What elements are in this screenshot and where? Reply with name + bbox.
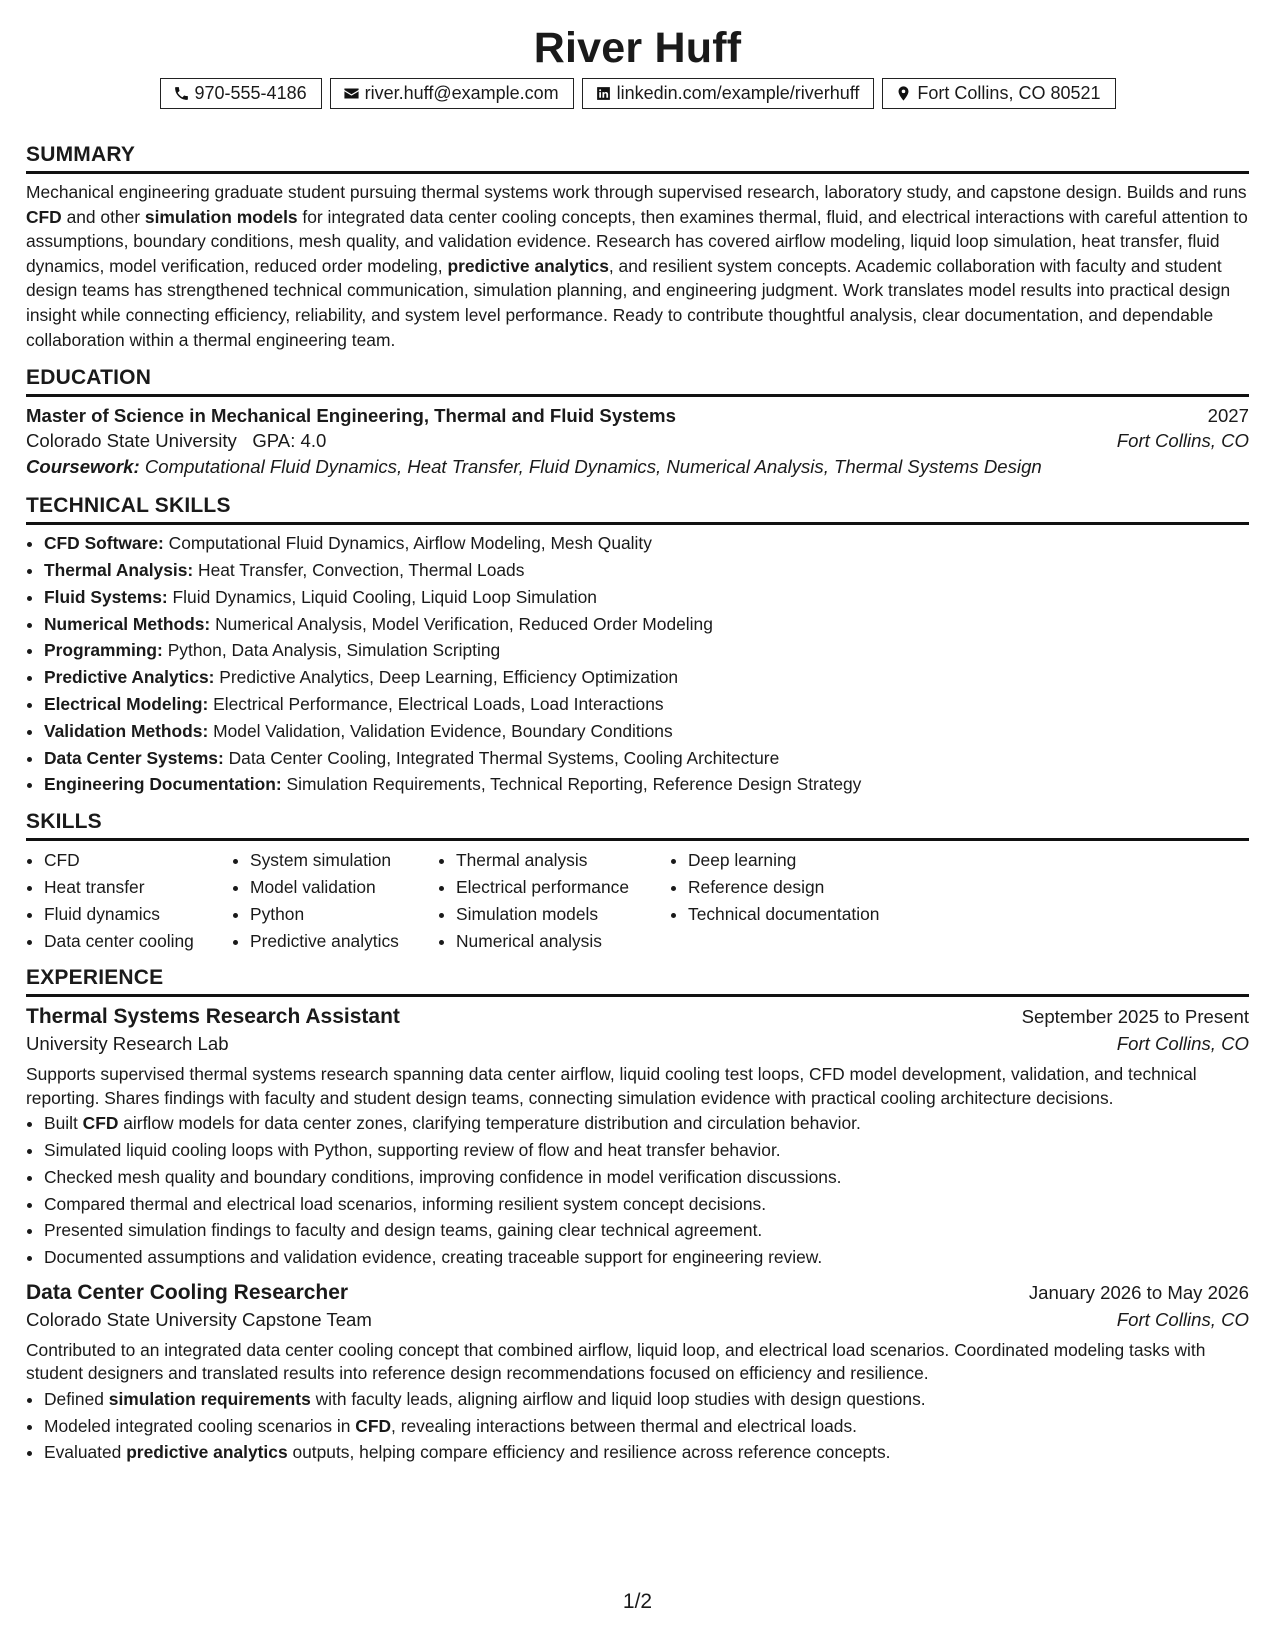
bullet-text: with faculty leads, aligning airflow and liquid loop studies with design questions.: [310, 1388, 926, 1409]
job-org-row: [26, 1033, 1249, 1055]
tech-skill-item: [44, 664, 1249, 691]
job-entry: [26, 1005, 1249, 1271]
phone-icon: [173, 85, 190, 102]
linkedin-icon: [595, 85, 612, 102]
tech-skill-label: Electrical Modeling:: [44, 693, 209, 714]
tech-skill-label: Predictive Analytics:: [44, 667, 215, 688]
coursework-line: [26, 456, 1249, 478]
bullet-text: Modeled integrated cooling scenarios in: [44, 1415, 356, 1436]
job-bullet: [44, 1217, 1249, 1244]
skills-column: [232, 847, 438, 954]
bullet-text: outputs, helping compare efficiency and resilience across reference concepts.: [287, 1442, 891, 1463]
contact-bar: [26, 78, 1249, 109]
tech-skill-label: Numerical Methods:: [44, 613, 211, 634]
job-organization: University Research Lab: [26, 1033, 229, 1055]
summary-bold-3: predictive analytics: [447, 255, 609, 276]
bullet-text: Built: [44, 1113, 83, 1134]
summary-text-3: for integrated data center cooling concepts, then examines thermal, fluid, and electrical interactions with careful attention to assumptions, boundary conditions, mesh quality, and validation evidence. Research has covered airflow modeling, liquid loop simulation, heat transfer, fluid dynamics, model verification, reduced order modeling,: [26, 206, 1248, 276]
bullet-text: Evaluated: [44, 1442, 127, 1463]
job-description: Supports supervised thermal systems research spanning data center airflow, liquid cooling test loops, CFD model development, validation, and technical reporting. Shares findings with faculty and student design teams, connecting simulation evidence with practical cooling architecture decisions.: [26, 1064, 1197, 1108]
summary-paragraph: [26, 180, 1249, 352]
tech-skill-value: Simulation Requirements, Technical Reporting, Reference Design Strategy: [286, 774, 862, 795]
job-bullet: [44, 1439, 1249, 1466]
tech-skill-item: [44, 611, 1249, 638]
summary-text-4: , and resilient system concepts. Academic collaboration with faculty and student design teams has strengthened technical communication, simulation planning, and engineering judgment. Work translates model results into practical design insight while connecting efficiency, reliability, and system level performance. Ready to contribute thoughtful analysis, clear documentation, and dependable collaboration within a thermal engineering team.: [26, 255, 1231, 350]
job-bullets: [26, 1386, 1249, 1466]
linkedin-text: linkedin.com/example/riverhuff: [616, 82, 860, 103]
bullet-text: Simulated liquid cooling loops with Python, supporting review of flow and heat transfer behavior.: [44, 1139, 781, 1160]
envelope-icon: [343, 85, 360, 102]
coursework-list: Computational Fluid Dynamics, Heat Transfer, Fluid Dynamics, Numerical Analysis, Thermal Systems Design: [144, 456, 1042, 478]
summary-bold-1: CFD: [26, 206, 62, 227]
job-header-row: [26, 1005, 1249, 1029]
job-title: Data Center Cooling Researcher: [26, 1280, 349, 1304]
coursework-label: Coursework:: [26, 456, 140, 478]
skill-item: • Model validation: [250, 874, 438, 901]
tech-skill-item: [44, 530, 1249, 557]
skills-section: [26, 810, 1249, 954]
tech-skill-value: Model Validation, Validation Evidence, Boundary Conditions: [213, 720, 673, 741]
education-section: [26, 366, 1249, 478]
skills-heading: SKILLS: [26, 810, 1249, 841]
job-bullets: [26, 1110, 1249, 1271]
skill-item: • Technical documentation: [688, 901, 928, 928]
job-dates: September 2025 to Present: [1021, 1006, 1249, 1028]
school-location: Fort Collins, CO: [1116, 430, 1249, 452]
skill-item: • Numerical analysis: [456, 928, 670, 955]
degree-row: [26, 405, 1249, 427]
gpa: GPA: 4.0: [252, 430, 327, 452]
job-dates: January 2026 to May 2026: [1028, 1281, 1249, 1303]
job-org-row: [26, 1309, 1249, 1331]
school-row: [26, 430, 1249, 452]
experience-heading: EXPERIENCE: [26, 966, 1249, 997]
bullet-text: Presented simulation findings to faculty and design teams, gaining clear technical agreement.: [44, 1220, 763, 1241]
job-bullet: [44, 1164, 1249, 1191]
job-bullet: [44, 1386, 1249, 1413]
skill-item: • Python: [250, 901, 438, 928]
skill-item: • Deep learning: [688, 847, 928, 874]
skills-column: [26, 847, 232, 954]
skills-column: [670, 847, 928, 954]
job-bullet: [44, 1244, 1249, 1271]
skill-item: • Predictive analytics: [250, 928, 438, 955]
skills-grid: [26, 847, 1249, 954]
skill-item: • Heat transfer: [44, 874, 232, 901]
location-text: Fort Collins, CO 80521: [917, 82, 1101, 103]
tech-skill-item: [44, 718, 1249, 745]
tech-skill-item: [44, 771, 1249, 798]
bullet-text: airflow models for data center zones, clarifying temperature distribution and circulation behavior.: [118, 1113, 861, 1134]
skill-item: • Electrical performance: [456, 874, 670, 901]
tech-skill-value: Numerical Analysis, Model Verification, Reduced Order Modeling: [215, 613, 713, 634]
tech-skill-item: [44, 745, 1249, 772]
bullet-bold: simulation requirements: [108, 1388, 311, 1409]
summary-bold-2: simulation models: [144, 206, 298, 227]
tech-skill-value: Electrical Performance, Electrical Loads, Load Interactions: [213, 693, 664, 714]
school-name: Colorado State University: [26, 430, 237, 452]
tech-skill-value: Fluid Dynamics, Liquid Cooling, Liquid Loop Simulation: [172, 586, 597, 607]
tech-skill-item: [44, 584, 1249, 611]
tech-skill-value: Predictive Analytics, Deep Learning, Efficiency Optimization: [219, 667, 679, 688]
location-contact: [882, 78, 1115, 109]
job-bullet: [44, 1110, 1249, 1137]
technical-skills-section: [26, 494, 1249, 798]
experience-section: [26, 966, 1249, 1466]
job-header-row: [26, 1281, 1249, 1305]
school-line: [26, 430, 326, 452]
job-location: Fort Collins, CO: [1116, 1033, 1249, 1055]
tech-skill-value: Computational Fluid Dynamics, Airflow Modeling, Mesh Quality: [168, 533, 652, 554]
skills-column: [438, 847, 670, 954]
degree-title: Master of Science in Mechanical Engineering, Thermal and Fluid Systems: [26, 405, 676, 427]
tech-skill-label: Validation Methods:: [44, 720, 209, 741]
graduation-year: 2027: [1207, 405, 1249, 427]
tech-skill-label: Engineering Documentation:: [44, 774, 282, 795]
technical-skills-list: [26, 530, 1249, 798]
job-organization: Colorado State University Capstone Team: [26, 1308, 372, 1330]
job-entry: [26, 1281, 1249, 1466]
tech-skill-label: Fluid Systems:: [44, 586, 168, 607]
tech-skill-item: [44, 691, 1249, 718]
skill-item: • Simulation models: [456, 901, 670, 928]
summary-text-2: and other: [61, 206, 145, 227]
skill-item: • Reference design: [688, 874, 928, 901]
tech-skill-value: Heat Transfer, Convection, Thermal Loads: [198, 559, 525, 580]
summary-heading: SUMMARY: [26, 143, 1249, 174]
skill-item: • Data center cooling: [44, 928, 232, 955]
job-bullet: [44, 1413, 1249, 1440]
technical-skills-heading: TECHNICAL SKILLS: [26, 494, 1249, 525]
bullet-text: Documented assumptions and validation evidence, creating traceable support for engineering review.: [44, 1247, 823, 1268]
phone-contact[interactable]: [160, 78, 322, 109]
tech-skill-value: Python, Data Analysis, Simulation Scripting: [167, 640, 501, 661]
bullet-bold: CFD: [82, 1113, 119, 1134]
skill-item: • System simulation: [250, 847, 438, 874]
resume-page: [26, 0, 1249, 1466]
bullet-text: Checked mesh quality and boundary conditions, improving confidence in model verification discussions.: [44, 1166, 842, 1187]
bullet-text: Compared thermal and electrical load scenarios, informing resilient system concept decisions.: [44, 1193, 767, 1214]
email-contact[interactable]: [330, 78, 574, 109]
tech-skill-value: Data Center Cooling, Integrated Thermal Systems, Cooling Architecture: [228, 747, 780, 768]
job-title: Thermal Systems Research Assistant: [26, 1005, 400, 1029]
phone-text: 970-555-4186: [194, 82, 307, 103]
summary-section: [26, 143, 1249, 352]
tech-skill-item: [44, 637, 1249, 664]
bullet-bold: CFD: [355, 1415, 392, 1436]
resume-name: River Huff: [533, 24, 742, 72]
tech-skill-label: CFD Software:: [44, 533, 164, 554]
skill-item: • Fluid dynamics: [44, 901, 232, 928]
tech-skill-label: Thermal Analysis:: [44, 559, 194, 580]
map-pin-icon: [895, 85, 912, 102]
bullet-bold: predictive analytics: [126, 1442, 288, 1463]
page-number: 1/2: [622, 1590, 653, 1613]
job-description: Contributed to an integrated data center cooling concept that combined airflow, liquid loop, and electrical load scenarios. Coordinated modeling tasks with student designers and translated results into reference design recommendations focused on efficiency and resilience.: [26, 1339, 1206, 1384]
skill-item: • Thermal analysis: [456, 847, 670, 874]
job-bullet: [44, 1137, 1249, 1164]
linkedin-contact[interactable]: [582, 78, 875, 109]
job-bullet: [44, 1191, 1249, 1218]
email-text: river.huff@example.com: [364, 82, 559, 103]
summary-text-1: Mechanical engineering graduate student pursuing thermal systems work through supervised research, laboratory study, and capstone design. Builds and runs: [26, 182, 1247, 202]
job-location: Fort Collins, CO: [1116, 1308, 1249, 1330]
tech-skill-label: Programming:: [44, 640, 163, 661]
bullet-text: , revealing interactions between thermal and electrical loads.: [391, 1415, 857, 1436]
skill-item: • CFD: [44, 847, 232, 874]
tech-skill-label: Data Center Systems:: [44, 747, 224, 768]
bullet-text: Defined: [44, 1388, 109, 1409]
education-heading: EDUCATION: [26, 366, 1249, 397]
tech-skill-item: [44, 557, 1249, 584]
